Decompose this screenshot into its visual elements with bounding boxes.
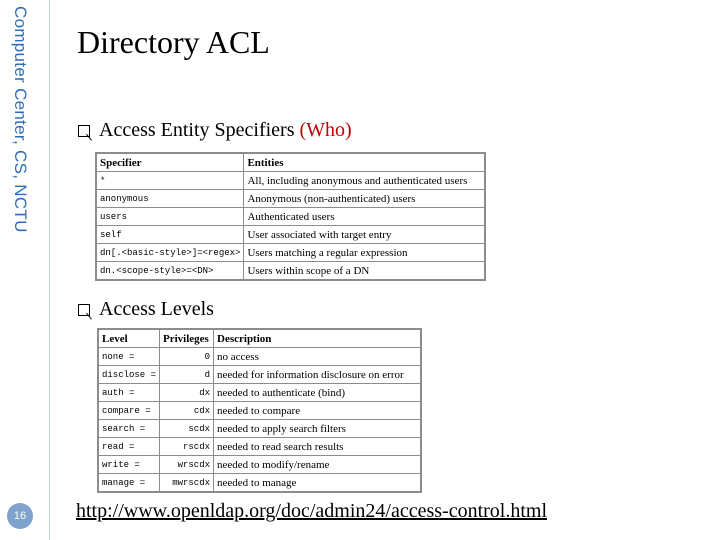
level-cell: search = <box>98 420 160 438</box>
access-levels-table <box>97 328 422 493</box>
table-header-row <box>98 329 421 348</box>
table-row <box>98 384 421 402</box>
entities-cell: Users matching a regular expression <box>244 244 485 262</box>
table-row <box>96 190 485 208</box>
entities-cell: All, including anonymous and authenticated users <box>244 172 485 190</box>
bullet-access-levels <box>78 298 214 321</box>
entities-cell: User associated with target entry <box>244 226 485 244</box>
bullet-highlight: (Who) <box>299 119 352 141</box>
specifier-cell: dn.<scope-style>=<DN> <box>96 262 244 281</box>
level-cell: manage = <box>98 474 160 493</box>
table-row <box>96 244 485 262</box>
header-level: Level <box>98 329 160 348</box>
level-cell: compare = <box>98 402 160 420</box>
specifier-cell: dn[.<basic-style>]=<regex> <box>96 244 244 262</box>
entity-specifier-table <box>95 152 486 281</box>
table-row <box>96 226 485 244</box>
table-row <box>98 366 421 384</box>
specifier-cell: self <box>96 226 244 244</box>
privileges-cell: scdx <box>160 420 214 438</box>
description-cell: needed to apply search filters <box>214 420 421 438</box>
header-privileges: Privileges <box>160 329 214 348</box>
entities-cell: Users within scope of a DN <box>244 262 485 281</box>
table-row <box>96 172 485 190</box>
privileges-cell: d <box>160 366 214 384</box>
table-row <box>96 262 485 281</box>
specifier-cell: * <box>96 172 244 190</box>
bullet-entity-specifiers <box>78 119 352 142</box>
checkbox-bullet-icon <box>78 125 90 137</box>
description-cell: needed to authenticate (bind) <box>214 384 421 402</box>
table-header-row <box>96 153 485 172</box>
slide-title: Directory ACL <box>77 24 270 60</box>
level-cell: auth = <box>98 384 160 402</box>
entities-cell: Anonymous (non-authenticated) users <box>244 190 485 208</box>
sidebar-label: Computer Center, CS, NCTU <box>11 6 30 233</box>
table-row <box>98 420 421 438</box>
sidebar-divider <box>49 0 50 540</box>
description-cell: needed to compare <box>214 402 421 420</box>
reference-link[interactable]: http://www.openldap.org/doc/admin24/access-control.html <box>76 500 548 522</box>
sidebar <box>0 0 48 540</box>
privileges-cell: wrscdx <box>160 456 214 474</box>
level-cell: none = <box>98 348 160 366</box>
level-cell: disclose = <box>98 366 160 384</box>
level-cell: write = <box>98 456 160 474</box>
bullet-text: Access Levels <box>99 298 214 320</box>
privileges-cell: 0 <box>160 348 214 366</box>
description-cell: needed to read search results <box>214 438 421 456</box>
table-row <box>98 456 421 474</box>
description-cell: needed for information disclosure on error <box>214 366 421 384</box>
specifier-cell: anonymous <box>96 190 244 208</box>
table-row <box>96 208 485 226</box>
table-row <box>98 348 421 366</box>
privileges-cell: cdx <box>160 402 214 420</box>
specifier-cell: users <box>96 208 244 226</box>
description-cell: no access <box>214 348 421 366</box>
table-row <box>98 402 421 420</box>
description-cell: needed to modify/rename <box>214 456 421 474</box>
privileges-cell: dx <box>160 384 214 402</box>
level-cell: read = <box>98 438 160 456</box>
table-row <box>98 474 421 493</box>
header-specifier: Specifier <box>96 153 244 172</box>
privileges-cell: mwrscdx <box>160 474 214 493</box>
table-row <box>98 438 421 456</box>
page-number-badge: 16 <box>7 503 33 529</box>
bullet-text: Access Entity Specifiers <box>99 119 295 141</box>
header-entities: Entities <box>244 153 485 172</box>
checkbox-bullet-icon <box>78 304 90 316</box>
header-description: Description <box>214 329 421 348</box>
description-cell: needed to manage <box>214 474 421 493</box>
entities-cell: Authenticated users <box>244 208 485 226</box>
privileges-cell: rscdx <box>160 438 214 456</box>
